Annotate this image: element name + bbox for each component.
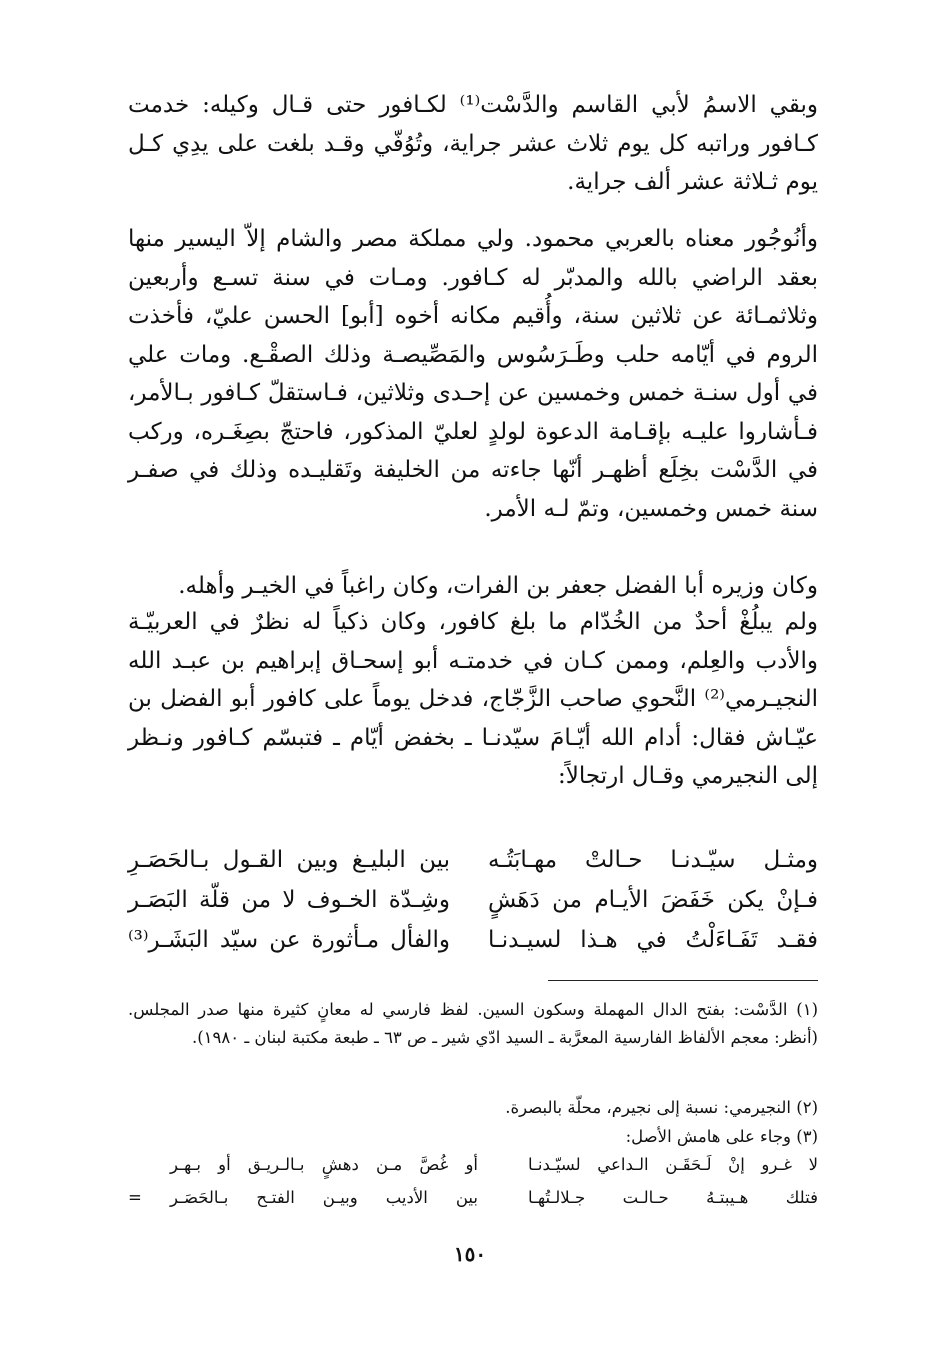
footnote-3: (٣) وجاء على هامش الأصل:: [625, 1127, 818, 1146]
verse-second-hemistich: بين البليـغ وبين القـول بـالحَصَـرِ: [128, 847, 450, 873]
continuation-mark: =: [128, 1188, 142, 1207]
footnote-verse-second-hemistich: بين الأديب وبيـن الفتـح بـالحَصَـر: [170, 1188, 478, 1207]
paragraph-anujur: وأنُوجُور معناه بالعربي محمود. ولي مملكة مصر والشام إلاّ اليسير منها بعقد الراضي بالله والمدبّر له كـافور. ومـات في سنة تسـع وأربعين وثلاثمـائة عن ثلاثين سنة، وأُقيم مكانه أخوه [أبو] الحسن عليّ، فأخذت الروم في أيّامه حلب وطَـرَسُوس والمَصِّيصـة وذلك الصقْـع. ومات علي في أول سنـة خمس وخمسين عن إحـدى وثلاثين، فـاستقلّ كـافور بـالأمر، فـأشاروا عليـه بإقـامة الدعوة لولدٍ لعليّ المذكور، فاحتجّ بصِغَـره، وركب في الدَّسْت بخِلَع أظهـر أنّها جاءته من الخليفة وتَقليـده وذلك في صفـر سنة خمس وخمسين، وتمّ لـه الأمر.: [128, 226, 818, 522]
footnote-separator: [548, 980, 818, 981]
footnote-verse: [128, 1183, 818, 1213]
footnote-verse-second-hemistich: أو غُصَّ مـن دهشٍ بـالـريـق أو بـهـر: [170, 1155, 478, 1174]
footnote-verse-first-hemistich: فتلك هـيبتـهُ حـالـت جـلالـتُهـا: [528, 1188, 818, 1207]
page-number: ١٥٠: [453, 1242, 487, 1266]
footnote-2: (٢) النجيرمي: نسبة إلى نجيرم، محلّة بالبصرة.: [505, 1098, 818, 1117]
poem-verse: [128, 920, 818, 960]
paragraph-vizier: وكان وزيره أبا الفضل جعفر بن الفرات، وكان راغباً في الخيـر وأهله.: [178, 573, 818, 599]
paragraph-kafur-steward: وبقي الاسمُ لأبي القاسم والدَّسْت⁽¹⁾ لكـافور حتى قـال وكيله: خدمت كـافور وراتبه كل يوم ثلاث عشر جراية، وتُوُفّي وقـد بلغت على يدِي كـل يوم ثـلاثة عشر ألف جراية.: [128, 92, 818, 195]
verse-first-hemistich: فـإنْ يكن خَفَضَ الأيـام من دَهَشٍ: [488, 887, 818, 913]
verse-second-hemistich: وشِـدّة الخـوف لا من قلّة البَصَـر: [128, 887, 450, 913]
verse-second-hemistich: والفأل مـأثورة عن سيّد البَشَـر⁽³⁾: [128, 927, 450, 953]
verse-first-hemistich: ومثـل سيّـدنـا حـالتْ مهـابَتُـه: [488, 847, 818, 873]
poem-verse: [128, 840, 818, 880]
poem-verse: [128, 880, 818, 920]
footnote-1: (١) الدَّسْت: بفتح الدال المهملة وسكون السين. لفظ فارسي له معانٍ كثيرة منها صدر المجلس. (أنظر: معجم الألفاظ الفارسية المعرَّبة ـ السيد ادّي شير ـ ص ٦٣ ـ طبعة مكتبة لبنان ـ ١٩٨٠).: [128, 1000, 818, 1047]
footnote-verse: [128, 1150, 818, 1180]
verse-first-hemistich: فقـد تَفَـاءَلْتُ في هـذا لسيـدنـا: [488, 927, 818, 953]
footnote-verse-first-hemistich: لا غـرو إنْ لَـحَقَـن الـداعي لسيّـدنـا: [528, 1155, 818, 1174]
paragraph-nahwi-anecdote: ولم يبلُغْ أحدٌ من الخُدّام ما بلغ كافور، وكان ذكياً له نظرٌ في العربيّـة والأدب والعِلم، وممن كـان في خدمتـه أبو إسحـاق إبراهيم بن عبـد الله النجيـرمي⁽²⁾ النَّحوي صاحب الزَّجّاج، فدخل يوماً على كافور أبو الفضل بن عيّـاش فقال: أدام الله أيّـامَ سيّدنـا ـ بخفض أيّام ـ فتبسّم كـافور ونـظر إلى النجيرمي وقـال ارتجالاً:: [128, 609, 818, 789]
